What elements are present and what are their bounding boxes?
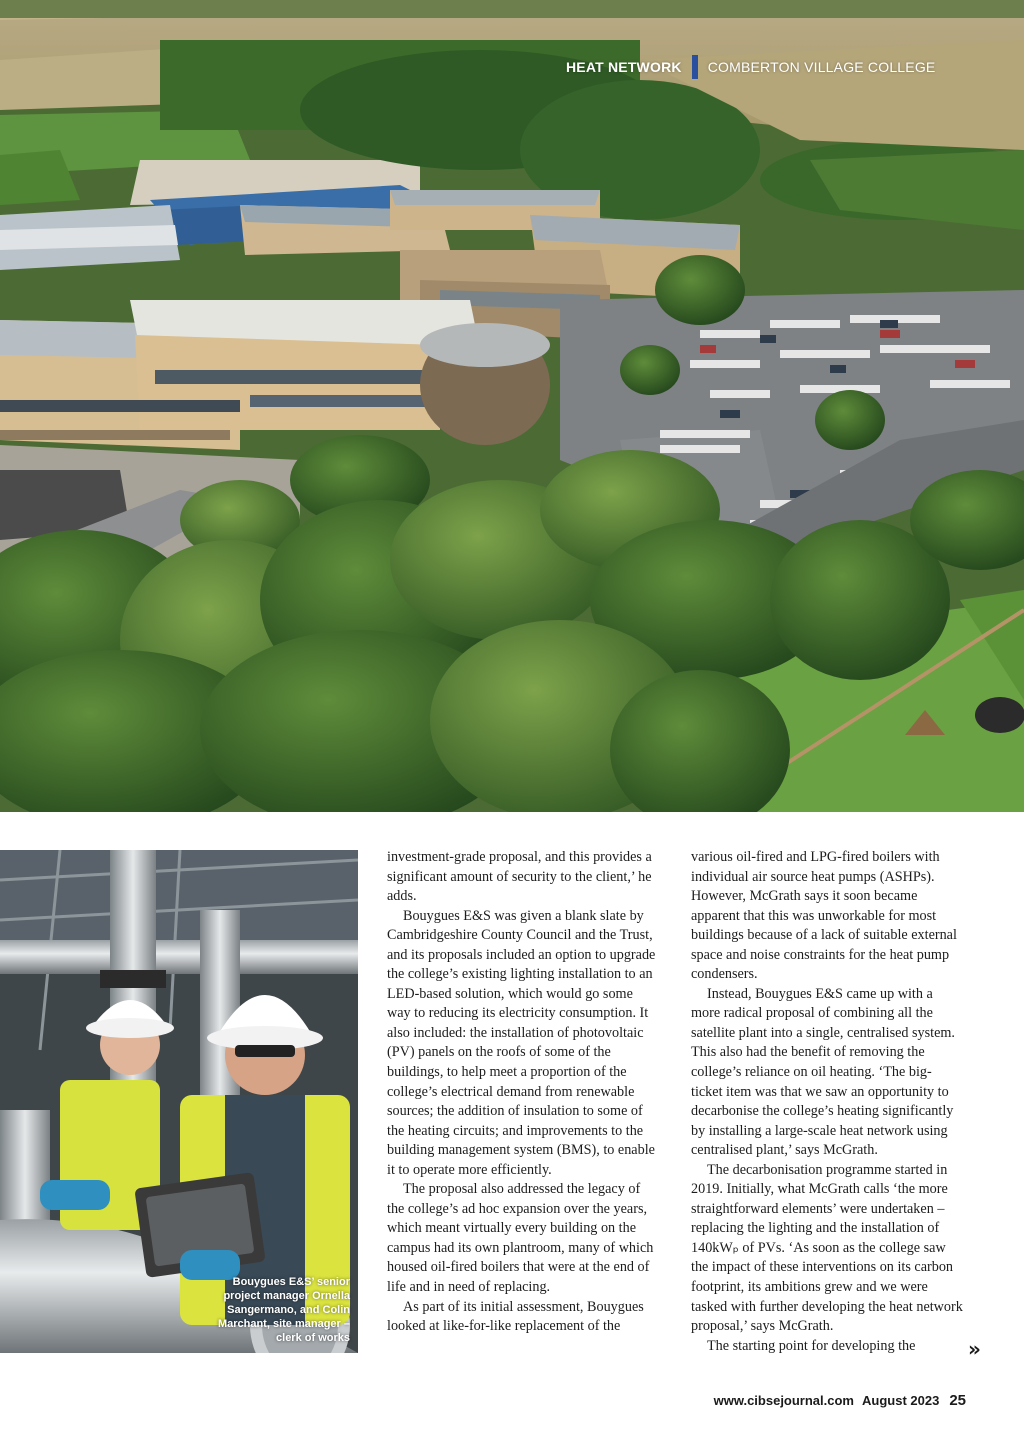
footer-url[interactable]: www.cibsejournal.com <box>713 1393 854 1408</box>
paragraph: As part of its initial assessment, Bouygues looked at like-for-like replacement of the <box>387 1298 644 1335</box>
continue-chevron-icon: » <box>968 1337 981 1361</box>
section-header <box>566 56 935 78</box>
page-number: 25 <box>949 1392 966 1409</box>
text-column-2 <box>691 848 963 1356</box>
paragraph: The starting point for developing the <box>707 1337 916 1354</box>
section-label: HEAT NETWORK <box>566 59 682 75</box>
paragraph: The decarbonisation programme started in 2019. Initially, what McGrath calls ‘the more straightforward elements’ were undertaken – replacing the lighting and the installation of 140kWₚ of PVs. ‘As soon as the college saw the impact of these interventions on its carbon footprint, its ambitions grew and we were tasked with further developing the heat network proposal,’ says McGrath. <box>691 1161 963 1335</box>
section-divider <box>692 55 698 79</box>
paragraph: investment-grade proposal, and this provides a significant amount of security to the client,’ he adds. <box>387 849 652 905</box>
page-footer <box>714 1392 966 1409</box>
paragraph: The proposal also addressed the legacy of the college’s ad hoc expansion over the years, which meant virtually every building on the campus had its own plantroom, many of which housed oil-fired boilers that were at the end of life and in need of replacing. <box>387 1181 654 1296</box>
subsection-label: COMBERTON VILLAGE COLLEGE <box>707 59 936 75</box>
footer-issue: August 2023 <box>862 1393 940 1408</box>
inset-photo <box>0 850 358 1353</box>
paragraph: Bouygues E&S was given a blank slate by Cambridgeshire County Council and the Trust, and its proposals included an option to upgrade the college’s existing lighting installation to an LED-based solution, which would go some way to reducing its electricity consumption. It also included: the installation of photovoltaic (PV) panels on the roofs of some of the buildings, to help meet a proportion of the college’s electrical demand from renewable sources; the addition of insulation to some of the heating circuits; and improvements to the building management system (BMS), to enable it to operate more efficiently. <box>387 907 656 1178</box>
photo-caption: Bouygues E&S’ senior project manager Ornella Sangermano, and Colin Marchant, site manager – clerk of works <box>217 1276 350 1344</box>
paragraph: various oil-fired and LPG-fired boilers with individual air source heat pumps (ASHPs). However, McGrath says it soon became apparent that this was unworkable for most buildings because of a lack of suitable external space and noise constraints for the heat pump condensers. <box>691 849 957 983</box>
text-column-1 <box>387 848 659 1337</box>
paragraph: Instead, Bouygues E&S came up with a more radical proposal of combining all the satellite plant into a single, centralised system. This also had the benefit of removing the college’s reliance on oil heating. ‘The big-ticket item was that we saw an opportunity to decarbonise the college’s heating significantly by installing a large-scale heat network using centralised plant,’ says McGrath. <box>691 985 955 1159</box>
